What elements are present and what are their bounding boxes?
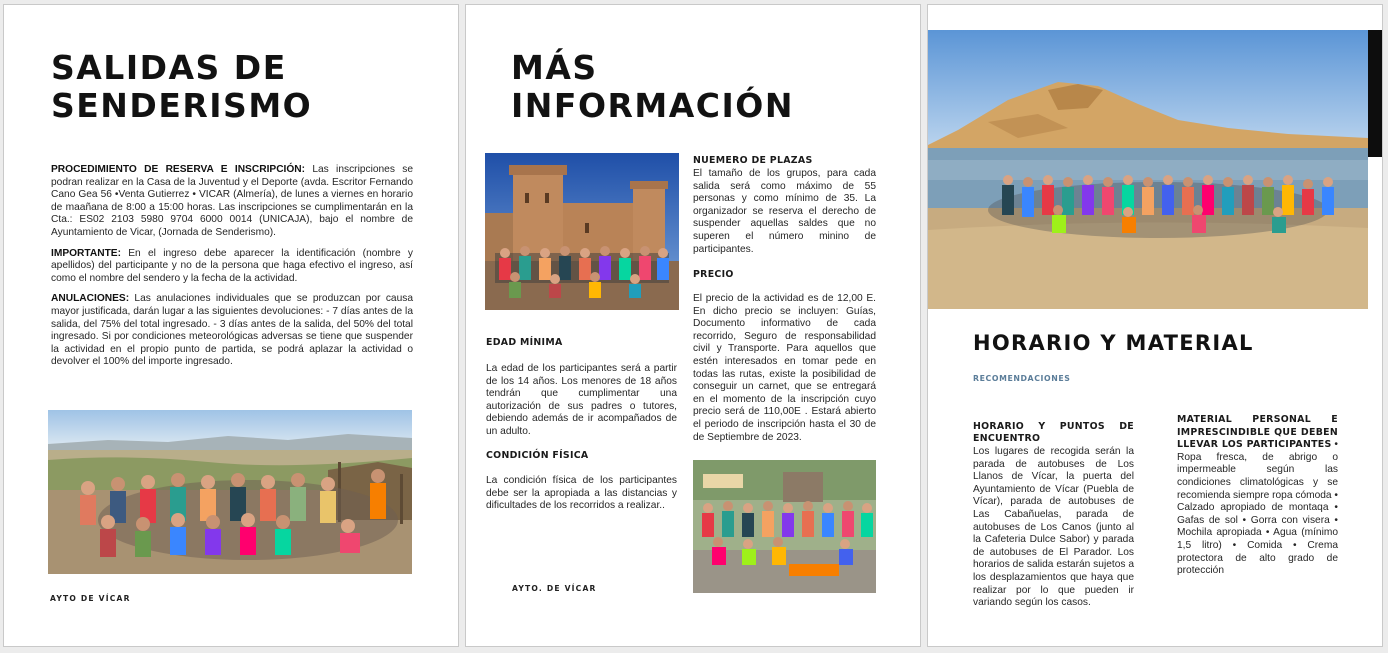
decorative-bar [1368,30,1383,157]
anulaciones-text: Las anulaciones individuales que se produzcan por causa mayor justificada, darán lugar a las siguientes devoluciones: - 7 días antes de la salida, del 75% del total ingresado. - 3 días antes de la salida, del 50% del total ingresado. Si por condiciones meteorológicas adversas se tiene que suspender la actividad en el propio punto de partida, se podrá aplazar la actividad o devolver el 100% del importe ingresado. [51,293,413,368]
numero-plazas-text: El tamaño de los grupos, para cada salida será como máximo de 55 personas y como mínimo de 35. La organizador se reserva el derecho de suspender aquellas saldes que no superen el número minino de participantes. [693,168,876,255]
edad-minima-heading: EDAD MÍNIMA [486,337,563,348]
reserva-label: PROCEDIMIENTO DE RESERVA E INSCRIPCIÓN: [51,164,306,175]
horario-text: Los lugares de recogida serán la parada de autobuses de Los Llanos de Vícar, la puerta del Ayuntamiento de Vícar (Puebla de Vícar), parada de autobuses de Las Cabañuelas, parada de autobuses de Los Canos (junto al la Cafeteria Dulce Sabor) y parada de autobuses de El Parador. Los horarios de salida estarán sujetos a los desplazamientos que haya que realizar por lo que pueden ir variando según los casos. [973,446,1134,609]
footer-label: AYTO. DE VÍCAR [512,584,597,593]
edad-minima-text: La edad de los participantes será a partir de los 14 años. Los menores de 18 años tendrán que cumplimentar una autorización de sus padres o tutores, debiendo además de ir acompañados de un adulto. [486,363,677,437]
precio-text: El precio de la actividad es de 12,00 E. En dicho precio se incluyen: Guías, Documento informativo de cada recorrido, Seguro de responsabilidad civil y Transporte. Para aquellos que estén interesados en tomar pede en todas las rutas, existe la posibilidad de conseguir un carnet, que se entregará en el momento de la inscripción cuyo precio será de 110,00E . Estará abierto el periodo de inscripción hasta el 30 de de Septiembre de 2023. [693,293,876,443]
condicion-fisica-text: La condición física de los participantes debe ser la apropiada a las distancias y dificultades de los recorridos a realizar.. [486,475,677,512]
page-title: MÁS INFORMACIÓN [511,48,794,125]
material-heading: MATERIAL PERSONAL E IMPRESCINDIBLE QUE DEBEN LLEVAR LOS PARTICIPANTES [1177,414,1338,451]
info-text-block [51,164,413,377]
importante-paragraph [51,248,413,286]
reserva-text: Las inscripciones se podran realizar en la Casa de la Juventud y el Deporte (avda. Escritor Fernando Cano Gea 56 •Venta Gutierrez • VICAR (Almería), de lunes a viernes en horario de maañana de 8:00 a 15:00 horas. Las inscripciones se cumplimentarán en la Cta.: ES02 2103 5980 9704 6000 0014 (UNICAJA), bajo el nombre de Ayuntamiento de Vicar, (Jornada de Senderismo). [51,164,413,238]
numero-plazas-heading: NUEMERO DE PLAZAS [693,155,813,166]
beach-cliff-group-photo [928,30,1368,309]
horario-heading: HORARIO Y PUNTOS DE ENCUENTRO [973,421,1134,444]
condicion-fisica-heading: CONDICIÓN FÍSICA [486,450,589,461]
precio-heading: PRECIO [693,269,734,280]
footer-label: AYTO DE VÍCAR [50,594,131,603]
material-text: • Ropa fresca, de abrigo o impermeable según las condiciones climatológicas y se recomienda siempre ropa cómoda • Calzado apropiado de montaqa • Gafas de sol • Gorra con visera • Mochila apropiada • Agua (mínimo 1,5 litro) • Comida • Crema protectora de alto grado de protección [1177,439,1338,577]
anulaciones-paragraph [51,293,413,369]
importante-label: IMPORTANTE: [51,247,121,259]
hikers-group-photo [693,460,876,593]
page-mas-informacion [465,4,921,647]
page-title: HORARIO Y MATERIAL [973,331,1254,355]
anulaciones-label: ANULACIONES: [51,293,130,305]
page-horario-y-material [927,4,1383,647]
reserva-paragraph [51,164,413,240]
material-block [1177,414,1338,578]
group-of-hikers-photo [48,410,412,574]
page-title: SALIDAS DE SENDERISMO [51,48,313,125]
importante-text: En el ingreso debe aparecer la identificación (nombre y apellidos) del participante y no de la persona que haga efectivo el ingreso, así como el nombre del sendero y la fecha de la actividad. [51,247,413,284]
castle-group-photo [485,153,679,310]
page-salidas-de-senderismo [3,4,459,647]
recomendaciones-subtitle: RECOMENDACIONES [973,374,1071,383]
